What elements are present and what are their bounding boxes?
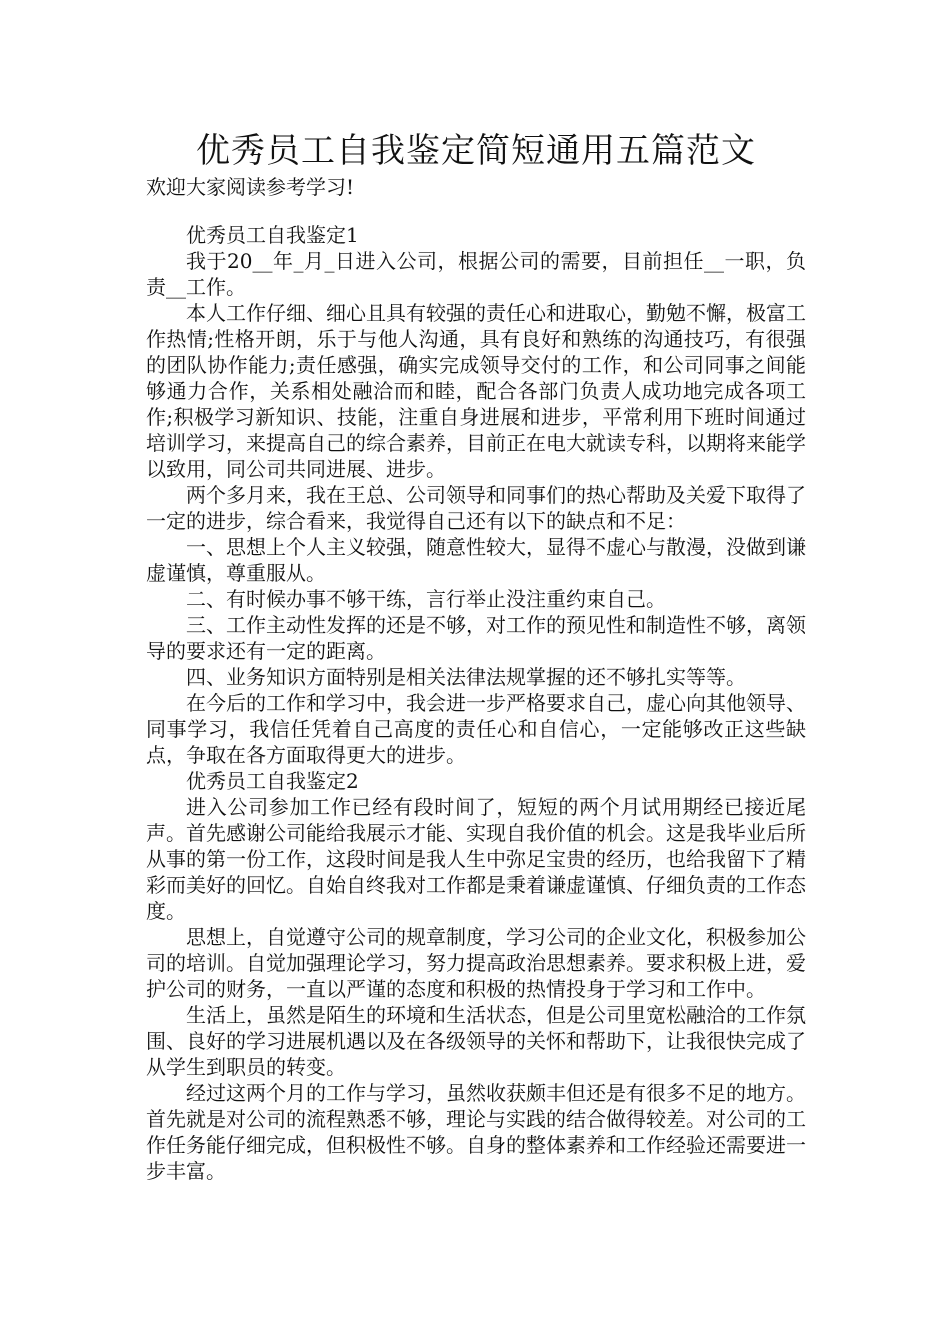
paragraph: 三、工作主动性发挥的还是不够，对工作的预见性和制造性不够，离领导的要求还有一定的距离。 bbox=[146, 613, 806, 663]
paragraph: 生活上，虽然是陌生的环境和生活状态，但是公司里宽松融洽的工作氛围、良好的学习进展机遇以及在各级领导的关怀和帮助下，让我很快完成了从学生到职员的转变。 bbox=[146, 1003, 806, 1079]
intro-text: 欢迎大家阅读参考学习! bbox=[146, 175, 355, 199]
section-heading: 优秀员工自我鉴定2 bbox=[186, 769, 359, 793]
paragraph: 经过这两个月的工作与学习，虽然收获颇丰但还是有很多不足的地方。首先就是对公司的流程熟悉不够，理论与实践的结合做得较差。对公司的工作任务能仔细完成，但积极性不够。自身的整体素养和工作经验还需要进一步丰富。 bbox=[146, 1081, 806, 1183]
paragraph: 本人工作仔细、细心且具有较强的责任心和进取心，勤勉不懈，极富工作热情;性格开朗，乐于与他人沟通，具有良好和熟练的沟通技巧，有很强的团队协作能力;责任感强，确实完成领导交付的工作，和公司同事之间能够通力合作，关系相处融洽而和睦，配合各部门负责人成功地完成各项工作;积极学习新知识、技能，注重自身进展和进步，平常利用下班时间通过培训学习，来提高自己的综合素养，目前正在电大就读专科，以期将来能学以致用，同公司共同进展、进步。 bbox=[146, 301, 806, 481]
paragraph: 二、有时候办事不够干练，言行举止没注重约束自己。 bbox=[186, 587, 666, 611]
paragraph: 思想上，自觉遵守公司的规章制度，学习公司的企业文化，积极参加公司的培训。自觉加强理论学习，努力提高政治思想素养。要求积极上进，爱护公司的财务，一直以严谨的态度和积极的热情投身于学习和工作中。 bbox=[146, 925, 806, 1001]
paragraph: 在今后的工作和学习中，我会进一步严格要求自己，虚心向其他领导、同事学习，我信任凭着自己高度的责任心和自信心，一定能够改正这些缺点，争取在各方面取得更大的进步。 bbox=[146, 691, 806, 767]
paragraph: 两个多月来，我在王总、公司领导和同事们的热心帮助及关爱下取得了一定的进步，综合看来，我觉得自己还有以下的缺点和不足： bbox=[146, 483, 806, 533]
paragraph: 我于20__年_月_日进入公司，根据公司的需要，目前担任__一职，负责__工作。 bbox=[146, 249, 806, 299]
document-page bbox=[146, 128, 806, 1184]
paragraph: 一、思想上个人主义较强，随意性较大，显得不虚心与散漫，没做到谦虚谨慎，尊重服从。 bbox=[146, 535, 806, 585]
section-2 bbox=[146, 768, 806, 1184]
section-heading: 优秀员工自我鉴定1 bbox=[186, 223, 359, 247]
document-title: 优秀员工自我鉴定简短通用五篇范文 bbox=[196, 131, 756, 171]
paragraph: 四、业务知识方面特别是相关法律法规掌握的还不够扎实等等。 bbox=[186, 665, 746, 689]
paragraph: 进入公司参加工作已经有段时间了，短短的两个月试用期经已接近尾声。首先感谢公司能给我展示才能、实现自我价值的机会。这是我毕业后所从事的第一份工作，这段时间是我人生中弥足宝贵的经历，也给我留下了精彩而美好的回忆。自始自终我对工作都是秉着谦虚谨慎、仔细负责的工作态度。 bbox=[146, 795, 806, 923]
section-1 bbox=[146, 222, 806, 768]
